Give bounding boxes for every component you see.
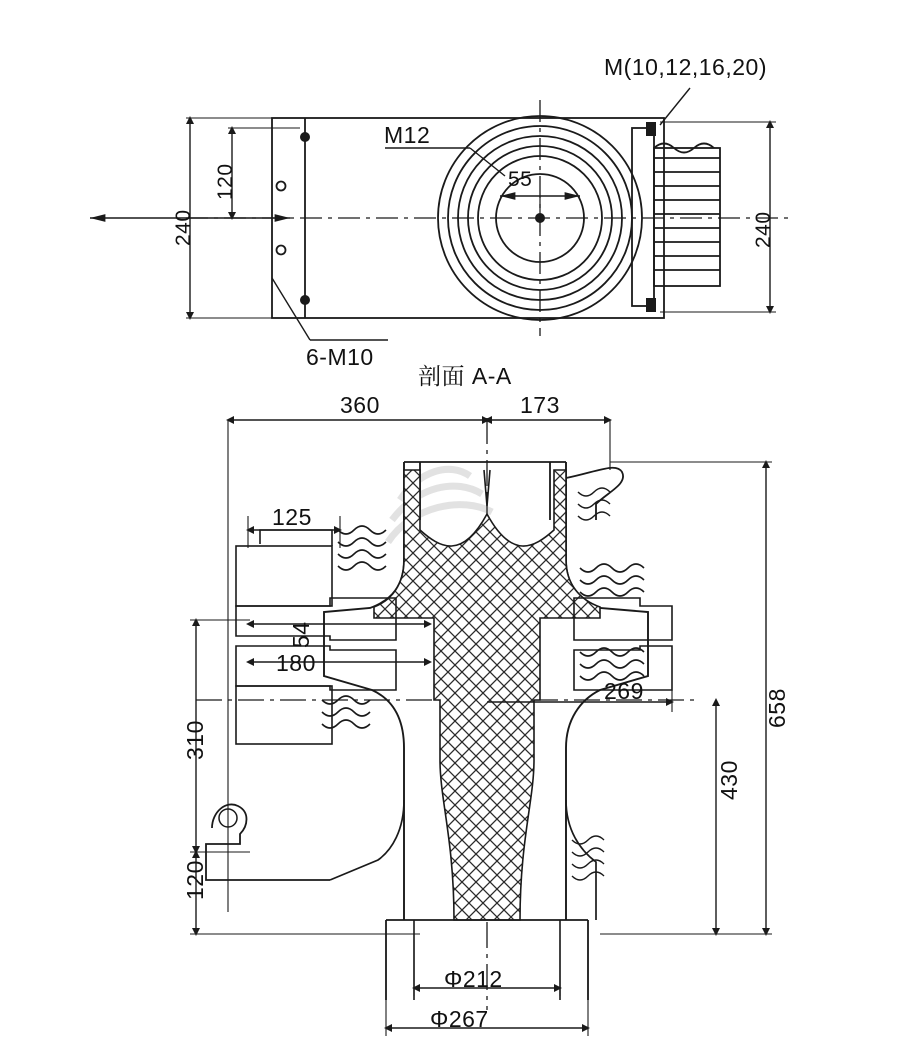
- label-360: 360: [340, 392, 380, 418]
- label-section-a-a: 剖面 A-A: [418, 363, 512, 389]
- label-430: 430: [716, 760, 742, 800]
- label-55: 55: [508, 168, 533, 191]
- label-310: 310: [182, 720, 208, 760]
- label-top-height-120: 120: [214, 163, 237, 200]
- label-54: 54: [288, 621, 314, 648]
- label-top-height-240: 240: [172, 209, 195, 246]
- label-180: 180: [276, 650, 316, 676]
- label-m-thread-group: M(10,12,16,20): [604, 54, 767, 80]
- label-top-right-240: 240: [752, 211, 775, 248]
- label-658: 658: [764, 688, 790, 728]
- label-173: 173: [520, 392, 560, 418]
- label-6-m10: 6-M10: [306, 344, 374, 370]
- label-dia-267: Φ267: [430, 1006, 489, 1032]
- label-dia-212: Φ212: [444, 966, 503, 992]
- label-120: 120: [182, 860, 208, 900]
- label-125: 125: [272, 504, 312, 530]
- label-269: 269: [604, 678, 644, 704]
- label-m12: M12: [384, 122, 431, 148]
